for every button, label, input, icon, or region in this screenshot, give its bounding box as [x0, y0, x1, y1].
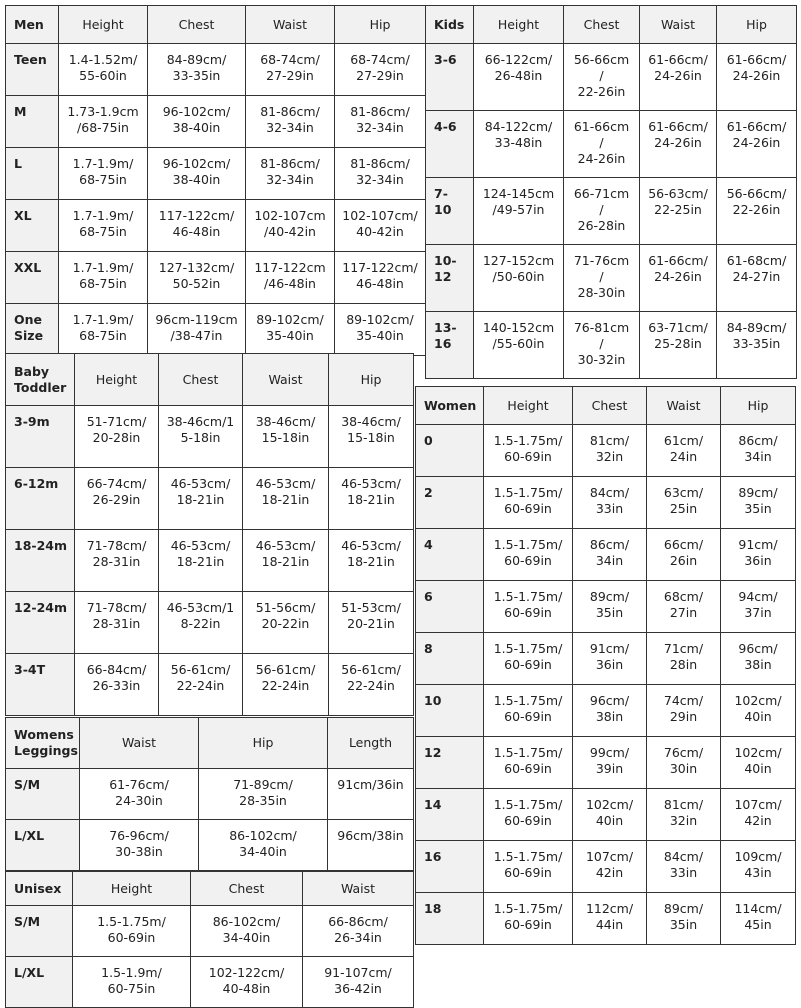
kids-table-label: Kids: [426, 6, 474, 44]
men-table-label: Men: [6, 6, 59, 44]
size-value: 102-107cm /40-42in: [254, 208, 326, 239]
men-col-hip: Hip: [335, 6, 426, 44]
size-value: 94cm/ 37in: [738, 589, 778, 620]
size-value: 56-61cm/ 22-24in: [255, 662, 316, 693]
size-value: 86cm/ 34in: [589, 537, 630, 568]
table-row: [416, 633, 796, 685]
size-value: 91cm/ 36in: [589, 641, 630, 672]
kids-col-chest: Chest: [564, 6, 640, 44]
size-value: 1.5-1.9m/ 60-75in: [101, 965, 162, 996]
size-value: 66-74cm/ 26-29in: [86, 476, 147, 507]
size-value: 61-68cm/ 24-27in: [726, 253, 787, 284]
size-value: 56-66cm / 22-26in: [573, 52, 630, 99]
table-row: [426, 178, 797, 245]
size-value: 96cm/38in: [337, 828, 404, 843]
size-label: 10: [424, 693, 442, 708]
size-label: XL: [14, 208, 32, 223]
size-value: 38-46cm/ 15-18in: [255, 414, 316, 445]
size-value: 1.7-1.9m/ 68-75in: [72, 208, 134, 239]
size-value: 89cm/ 35in: [589, 589, 630, 620]
size-value: 117-122cm/ 46-48in: [158, 208, 235, 239]
size-label: 2: [424, 485, 433, 500]
size-value: 1.7-1.9m/ 68-75in: [72, 260, 134, 291]
size-value: 38-46cm/ 15-18in: [341, 414, 401, 445]
size-value: 56-61cm/ 22-24in: [341, 662, 401, 693]
table-row: [416, 529, 796, 581]
size-label: 12-24m: [14, 600, 68, 615]
size-value: 68cm/ 27in: [663, 589, 704, 620]
table-row: [6, 654, 414, 716]
size-value: 51-56cm/ 20-22in: [255, 600, 316, 631]
size-value: 76-96cm/ 30-38in: [109, 828, 169, 859]
size-value: 1.7-1.9m/ 68-75in: [72, 156, 134, 187]
size-value: 51-53cm/ 20-21in: [341, 600, 401, 631]
size-value: 1.5-1.75m/ 60-69in: [97, 914, 166, 945]
size-value: 63cm/ 25in: [663, 485, 704, 516]
size-value: 1.7-1.9m/ 68-75in: [72, 312, 134, 343]
size-value: 102cm/ 40in: [734, 745, 782, 776]
size-value: 81cm/ 32in: [663, 797, 704, 828]
size-value: 109cm/ 43in: [734, 849, 782, 880]
size-value: 140-152cm /55-60in: [482, 320, 555, 351]
size-value: 1.5-1.75m/ 60-69in: [493, 589, 563, 620]
leggings-table-label: Womens Leggings: [14, 727, 78, 758]
size-label: Teen: [14, 52, 47, 67]
size-value: 89cm/ 35in: [738, 485, 778, 516]
kids-size-table: [425, 5, 797, 379]
size-value: 46-53cm/1 8-22in: [166, 600, 235, 631]
table-row: [6, 468, 414, 530]
size-value: 46-53cm/ 18-21in: [255, 476, 316, 507]
size-value: 63-71cm/ 25-28in: [648, 320, 708, 351]
size-value: 84cm/ 33in: [663, 849, 704, 880]
size-label: L: [14, 156, 22, 171]
size-value: 96cm/ 38in: [738, 641, 778, 672]
size-value: 76cm/ 30in: [663, 745, 704, 776]
size-value: 84-89cm/ 33-35in: [166, 52, 227, 83]
size-value: 61-66cm/ 24-26in: [726, 52, 787, 83]
size-label: One Size: [14, 312, 44, 343]
size-value: 76-81cm / 30-32in: [573, 320, 630, 367]
size-value: 1.5-1.75m/ 60-69in: [493, 901, 563, 932]
size-label: 3-9m: [14, 414, 50, 429]
size-label: 3-6: [434, 52, 457, 67]
table-row: [426, 44, 797, 111]
size-value: 46-53cm/ 18-21in: [170, 538, 231, 569]
size-value: 107cm/ 42in: [734, 797, 782, 828]
table-row: [416, 581, 796, 633]
women-size-table: [415, 386, 796, 945]
baby-toddler-size-table: [5, 353, 414, 716]
size-value: 61-66cm/ 24-26in: [648, 253, 708, 284]
table-row: [6, 200, 426, 252]
size-value: 61-66cm/ 24-26in: [648, 119, 708, 150]
table-row: [416, 685, 796, 737]
baby-col-hip: Hip: [329, 354, 414, 406]
table-row: [416, 477, 796, 529]
table-row: [416, 893, 796, 945]
kids-col-hip: Hip: [717, 6, 797, 44]
size-value: 81-86cm/ 32-34in: [350, 156, 410, 187]
size-value: 1.5-1.75m/ 60-69in: [493, 745, 563, 776]
table-row: [426, 245, 797, 312]
size-value: 68-74cm/ 27-29in: [260, 52, 320, 83]
size-label: 18: [424, 901, 442, 916]
baby-col-chest: Chest: [159, 354, 243, 406]
table-row: [426, 312, 797, 379]
size-value: 1.5-1.75m/ 60-69in: [493, 641, 563, 672]
size-value: 102-122cm/ 40-48in: [208, 965, 285, 996]
women-col-height: Height: [484, 387, 573, 425]
size-value: 46-53cm/ 18-21in: [341, 538, 401, 569]
size-value: 84-122cm/ 33-48in: [484, 119, 553, 150]
size-value: 71-89cm/ 28-35in: [233, 777, 293, 808]
unisex-col-chest: Chest: [191, 872, 303, 906]
women-col-waist: Waist: [647, 387, 721, 425]
table-row: [6, 252, 426, 304]
size-value: 124-145cm /49-57in: [482, 186, 555, 217]
baby-col-height: Height: [75, 354, 159, 406]
size-value: 56-63cm/ 22-25in: [648, 186, 708, 217]
size-value: 81-86cm/ 32-34in: [350, 104, 410, 135]
table-row: [6, 906, 414, 957]
kids-col-waist: Waist: [640, 6, 717, 44]
size-value: 66-84cm/ 26-33in: [86, 662, 147, 693]
size-value: 1.4-1.52m/ 55-60in: [68, 52, 138, 83]
size-value: 99cm/ 39in: [589, 745, 630, 776]
size-value: 84cm/ 33in: [589, 485, 630, 516]
table-row: [416, 737, 796, 789]
women-col-chest: Chest: [573, 387, 647, 425]
size-label: 10- 12: [434, 253, 457, 284]
size-value: 61-76cm/ 24-30in: [109, 777, 169, 808]
size-value: 66-86cm/ 26-34in: [328, 914, 388, 945]
size-value: 89-102cm/ 35-40in: [346, 312, 414, 343]
size-value: 112cm/ 44in: [585, 901, 634, 932]
size-label: S/M: [14, 777, 41, 792]
leggings-col-hip: Hip: [199, 718, 328, 769]
table-row: [6, 592, 414, 654]
table-row: [6, 96, 426, 148]
table-row: [416, 425, 796, 477]
unisex-table-label: Unisex: [6, 872, 73, 906]
size-value: 1.5-1.75m/ 60-69in: [493, 485, 563, 516]
table-row: [426, 111, 797, 178]
men-col-chest: Chest: [148, 6, 246, 44]
size-value: 91-107cm/ 36-42in: [324, 965, 392, 996]
women-col-hip: Hip: [721, 387, 796, 425]
table-row: [416, 789, 796, 841]
size-label: 7- 10: [434, 186, 452, 217]
size-value: 46-53cm/ 18-21in: [255, 538, 316, 569]
table-row: [6, 957, 414, 1008]
size-value: 96cm/ 38in: [589, 693, 630, 724]
size-value: 66-122cm/ 26-48in: [484, 52, 553, 83]
women-table-label: Women: [416, 387, 484, 425]
size-label: 14: [424, 797, 442, 812]
size-value: 117-122cm /46-48in: [254, 260, 326, 291]
size-value: 66cm/ 26in: [663, 537, 704, 568]
table-row: [6, 820, 414, 871]
size-value: 117-122cm/ 46-48in: [342, 260, 418, 291]
womens-leggings-size-table: [5, 717, 414, 871]
size-value: 38-46cm/1 5-18in: [166, 414, 235, 445]
baby-table-label: Baby Toddler: [14, 363, 67, 395]
size-value: 102cm/ 40in: [585, 797, 634, 828]
baby-col-waist: Waist: [243, 354, 329, 406]
size-value: 114cm/ 45in: [734, 901, 782, 932]
size-label: M: [14, 104, 27, 119]
size-value: 71-78cm/ 28-31in: [86, 600, 147, 631]
size-label: 4: [424, 537, 433, 552]
size-value: 46-53cm/ 18-21in: [170, 476, 231, 507]
size-value: 1.5-1.75m/ 60-69in: [493, 433, 563, 464]
table-row: [6, 304, 426, 356]
size-value: 102cm/ 40in: [734, 693, 782, 724]
size-value: 102-107cm/ 40-42in: [342, 208, 418, 239]
leggings-col-waist: Waist: [80, 718, 199, 769]
size-value: 71cm/ 28in: [663, 641, 704, 672]
size-label: S/M: [14, 914, 41, 929]
size-value: 96-102cm/ 38-40in: [162, 156, 231, 187]
size-value: 51-71cm/ 20-28in: [86, 414, 147, 445]
size-value: 46-53cm/ 18-21in: [341, 476, 401, 507]
size-label: 3-4T: [14, 662, 46, 677]
men-size-table: [5, 5, 426, 356]
size-value: 84-89cm/ 33-35in: [726, 320, 787, 351]
size-label: 4-6: [434, 119, 457, 134]
baby-header-row: [6, 354, 414, 406]
kids-header-row: [426, 6, 797, 44]
size-label: 12: [424, 745, 442, 760]
size-label: 0: [424, 433, 433, 448]
size-value: 89-102cm/ 35-40in: [256, 312, 324, 343]
size-value: 86-102cm/ 34-40in: [212, 914, 281, 945]
size-value: 56-66cm/ 22-26in: [726, 186, 787, 217]
kids-col-height: Height: [474, 6, 564, 44]
size-value: 61-66cm/ 24-26in: [648, 52, 708, 83]
size-value: 61-66cm/ 24-26in: [726, 119, 787, 150]
size-value: 71-78cm/ 28-31in: [86, 538, 147, 569]
women-header-row: [416, 387, 796, 425]
size-value: 96cm-119cm /38-47in: [155, 312, 238, 343]
table-row: [416, 841, 796, 893]
men-header-row: [6, 6, 426, 44]
size-label: L/XL: [14, 965, 45, 980]
size-label: 6-12m: [14, 476, 59, 491]
size-label: XXL: [14, 260, 42, 275]
table-row: [6, 530, 414, 592]
size-value: 81cm/ 32in: [589, 433, 630, 464]
size-value: 96-102cm/ 38-40in: [162, 104, 231, 135]
size-value: 56-61cm/ 22-24in: [170, 662, 231, 693]
size-value: 127-152cm /50-60in: [482, 253, 555, 284]
size-value: 86-102cm/ 34-40in: [229, 828, 297, 859]
size-label: 13- 16: [434, 320, 457, 351]
unisex-col-height: Height: [73, 872, 191, 906]
size-label: 16: [424, 849, 442, 864]
men-col-height: Height: [59, 6, 148, 44]
size-label: L/XL: [14, 828, 45, 843]
table-row: [6, 44, 426, 96]
size-label: 6: [424, 589, 433, 604]
size-value: 1.5-1.75m/ 60-69in: [493, 849, 563, 880]
size-value: 68-74cm/ 27-29in: [350, 52, 410, 83]
size-value: 71-76cm / 28-30in: [573, 253, 630, 300]
unisex-col-waist: Waist: [303, 872, 414, 906]
size-label: 8: [424, 641, 433, 656]
men-col-waist: Waist: [246, 6, 335, 44]
size-value: 86cm/ 34in: [738, 433, 778, 464]
size-value: 1.5-1.75m/ 60-69in: [493, 693, 563, 724]
size-value: 1.5-1.75m/ 60-69in: [493, 537, 563, 568]
table-row: [6, 148, 426, 200]
size-label: 18-24m: [14, 538, 68, 553]
unisex-header-row: [6, 872, 414, 906]
table-row: [6, 769, 414, 820]
size-value: 91cm/36in: [337, 777, 404, 792]
table-row: [6, 406, 414, 468]
size-value: 127-132cm/ 50-52in: [158, 260, 235, 291]
unisex-size-table: [5, 871, 414, 1008]
size-value: 89cm/ 35in: [663, 901, 704, 932]
size-value: 91cm/ 36in: [738, 537, 778, 568]
size-value: 61cm/ 24in: [663, 433, 704, 464]
size-value: 66-71cm / 26-28in: [573, 186, 630, 233]
size-value: 81-86cm/ 32-34in: [260, 156, 320, 187]
size-value: 74cm/ 29in: [663, 693, 704, 724]
size-value: 107cm/ 42in: [585, 849, 634, 880]
size-value: 1.73-1.9cm /68-75in: [67, 104, 139, 135]
size-value: 1.5-1.75m/ 60-69in: [493, 797, 563, 828]
size-value: 81-86cm/ 32-34in: [260, 104, 320, 135]
leggings-col-length: Length: [328, 718, 414, 769]
size-value: 61-66cm / 24-26in: [573, 119, 630, 166]
leggings-header-row: [6, 718, 414, 769]
